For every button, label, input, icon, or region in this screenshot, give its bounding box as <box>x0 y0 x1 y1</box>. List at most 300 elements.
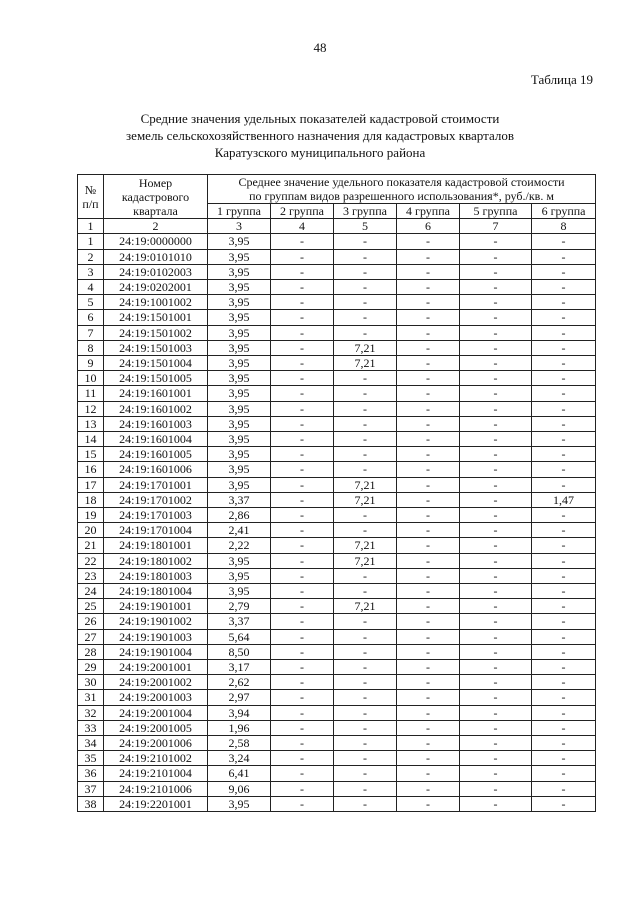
table-cell: - <box>397 340 460 355</box>
header-average-line-2: по группам видов разрешенного использования*, руб./кв. м <box>249 189 554 203</box>
table-cell: 3,95 <box>208 295 271 310</box>
table-cell: 3,95 <box>208 234 271 249</box>
table-cell: 3,95 <box>208 447 271 462</box>
table-cell: 21 <box>78 538 104 553</box>
table-cell: - <box>460 386 532 401</box>
table-cell: - <box>460 644 532 659</box>
table-cell: - <box>460 279 532 294</box>
table-cell: 28 <box>78 644 104 659</box>
table-cell: - <box>460 614 532 629</box>
header-group-2: 2 группа <box>271 204 334 219</box>
table-cell: - <box>397 629 460 644</box>
table-cell: - <box>334 279 397 294</box>
table-cell: - <box>460 462 532 477</box>
table-cell: 3,95 <box>208 371 271 386</box>
table-cell: 30 <box>78 675 104 690</box>
table-cell: - <box>334 432 397 447</box>
table-cell: - <box>532 751 596 766</box>
table-cell: 24:19:1701002 <box>104 492 208 507</box>
table-cell: 3,95 <box>208 310 271 325</box>
table-cell: - <box>271 295 334 310</box>
table-cell: - <box>397 720 460 735</box>
table-cell: 24:19:1601001 <box>104 386 208 401</box>
table-row <box>78 599 596 614</box>
table-cell: 13 <box>78 416 104 431</box>
table-cell: 32 <box>78 705 104 720</box>
table-cell: 7,21 <box>334 599 397 614</box>
table-cell: - <box>532 705 596 720</box>
table-cell: - <box>397 295 460 310</box>
table-row <box>78 371 596 386</box>
col-number-2: 2 <box>104 219 208 234</box>
table-cell: 3,94 <box>208 705 271 720</box>
table-cell: 3,95 <box>208 249 271 264</box>
table-row <box>78 401 596 416</box>
table-body <box>78 234 596 812</box>
table-cell: - <box>397 386 460 401</box>
col-number-1: 1 <box>78 219 104 234</box>
table-cell: - <box>334 462 397 477</box>
table-cell: 8 <box>78 340 104 355</box>
table-row <box>78 356 596 371</box>
table-cell: - <box>532 796 596 811</box>
table-cell: 24:19:1501002 <box>104 325 208 340</box>
table-cell: 7,21 <box>334 492 397 507</box>
table-cell: - <box>397 523 460 538</box>
table-row <box>78 751 596 766</box>
table-cell: 3,95 <box>208 325 271 340</box>
table-cell: 36 <box>78 766 104 781</box>
table-cell: - <box>334 751 397 766</box>
table-cell: 24:19:1501003 <box>104 340 208 355</box>
table-cell: - <box>460 705 532 720</box>
heading-line-2: земель сельскохозяйственного назначения для кадастровых кварталов <box>126 128 514 143</box>
table-cell: - <box>271 356 334 371</box>
table-cell: 7,21 <box>334 553 397 568</box>
table-cell: 3,95 <box>208 477 271 492</box>
table-cell: - <box>334 690 397 705</box>
table-row <box>78 508 596 523</box>
col-number-5: 5 <box>334 219 397 234</box>
table-cell: - <box>334 325 397 340</box>
table-cell: - <box>397 508 460 523</box>
table-cell: 3,95 <box>208 584 271 599</box>
table-cell: 24:19:1601004 <box>104 432 208 447</box>
table-cell: 24:19:1901001 <box>104 599 208 614</box>
table-cell: - <box>271 234 334 249</box>
table-cell: - <box>460 249 532 264</box>
table-cell: - <box>271 614 334 629</box>
table-row <box>78 523 596 538</box>
table-cell: - <box>334 401 397 416</box>
table-cell: - <box>334 629 397 644</box>
col-number-7: 7 <box>460 219 532 234</box>
table-cell: 24:19:1501005 <box>104 371 208 386</box>
table-cell: 35 <box>78 751 104 766</box>
table-row <box>78 568 596 583</box>
table-cell: - <box>271 736 334 751</box>
table-cell: 34 <box>78 736 104 751</box>
table-cell: 24:19:2001004 <box>104 705 208 720</box>
table-cell: 1,96 <box>208 720 271 735</box>
table-cell: - <box>532 553 596 568</box>
table-cell: - <box>271 644 334 659</box>
table-cell: - <box>334 660 397 675</box>
table-row <box>78 675 596 690</box>
table-cell: - <box>532 568 596 583</box>
table-cell: - <box>397 462 460 477</box>
table-cell: - <box>271 462 334 477</box>
table-cell: - <box>532 766 596 781</box>
table-cell: - <box>271 340 334 355</box>
table-cell: - <box>460 401 532 416</box>
table-cell: 3,95 <box>208 386 271 401</box>
table-cell: - <box>532 599 596 614</box>
table-cell: - <box>334 720 397 735</box>
table-cell: - <box>532 401 596 416</box>
table-row <box>78 492 596 507</box>
table-cell: - <box>532 340 596 355</box>
table-cell: - <box>397 477 460 492</box>
table-cell: 1 <box>78 234 104 249</box>
table-cell: - <box>334 371 397 386</box>
table-row <box>78 432 596 447</box>
col-number-3: 3 <box>208 219 271 234</box>
table-cell: - <box>271 432 334 447</box>
table-cell: 3,37 <box>208 492 271 507</box>
table-cell: 24:19:1701001 <box>104 477 208 492</box>
table-cell: - <box>460 340 532 355</box>
table-cell: 24:19:2001002 <box>104 675 208 690</box>
table-cell: 24 <box>78 584 104 599</box>
table-cell: - <box>334 310 397 325</box>
header-quarter <box>104 175 208 219</box>
table-cell: - <box>460 553 532 568</box>
table-cell: - <box>460 325 532 340</box>
table-row <box>78 736 596 751</box>
table-cell: 6 <box>78 310 104 325</box>
table-cell: - <box>271 264 334 279</box>
header-quarter-line-2: кадастрового <box>121 189 190 204</box>
table-cell: 3,95 <box>208 340 271 355</box>
table-cell: 2,58 <box>208 736 271 751</box>
table-cell: - <box>397 766 460 781</box>
table-cell: - <box>532 675 596 690</box>
table-cell: 18 <box>78 492 104 507</box>
header-group-5: 5 группа <box>460 204 532 219</box>
table-cell: - <box>532 264 596 279</box>
table-row <box>78 720 596 735</box>
table-cell: - <box>532 538 596 553</box>
table-cell: 3,95 <box>208 264 271 279</box>
table-cell: 7,21 <box>334 538 397 553</box>
table-cell: - <box>532 660 596 675</box>
table-cell: - <box>532 279 596 294</box>
table-cell: - <box>334 249 397 264</box>
table-cell: 24:19:1801001 <box>104 538 208 553</box>
table-cell: 24:19:1901003 <box>104 629 208 644</box>
heading-line-1: Средние значения удельных показателей кадастровой стоимости <box>140 111 500 126</box>
table-cell: - <box>271 629 334 644</box>
table-cell: - <box>271 766 334 781</box>
table-cell: - <box>397 325 460 340</box>
table-cell: 3,95 <box>208 796 271 811</box>
table-cell: 24:19:1601003 <box>104 416 208 431</box>
header-num-line-2: п/п <box>82 196 99 211</box>
table-cell: - <box>397 538 460 553</box>
header-group-1: 1 группа <box>208 204 271 219</box>
table-cell: - <box>460 796 532 811</box>
table-row <box>78 295 596 310</box>
table-cell: - <box>460 492 532 507</box>
table-cell: - <box>334 705 397 720</box>
table-cell: - <box>460 356 532 371</box>
table-cell: - <box>271 690 334 705</box>
table-cell: - <box>334 736 397 751</box>
table-cell: 24:19:0101010 <box>104 249 208 264</box>
table-row <box>78 781 596 796</box>
table-row <box>78 614 596 629</box>
table-cell: - <box>271 249 334 264</box>
table-row <box>78 386 596 401</box>
table-cell: - <box>460 751 532 766</box>
table-cell: - <box>397 568 460 583</box>
table-cell: - <box>271 660 334 675</box>
table-cell: 24:19:2001001 <box>104 660 208 675</box>
table-cell: - <box>334 766 397 781</box>
table-heading <box>0 110 640 161</box>
table-cell: - <box>460 508 532 523</box>
table-row <box>78 477 596 492</box>
col-number-8: 8 <box>532 219 596 234</box>
col-number-6: 6 <box>397 219 460 234</box>
table-cell: - <box>532 386 596 401</box>
table-cell: - <box>271 675 334 690</box>
table-cell: - <box>271 705 334 720</box>
table-cell: - <box>460 660 532 675</box>
table-cell: 3,95 <box>208 568 271 583</box>
table-cell: - <box>532 416 596 431</box>
table-cell: 23 <box>78 568 104 583</box>
header-quarter-line-1: Номер <box>138 175 173 190</box>
table-cell: 2,62 <box>208 675 271 690</box>
table-cell: - <box>334 447 397 462</box>
table-row <box>78 538 596 553</box>
table-cell: 24:19:2001005 <box>104 720 208 735</box>
table-cell: 16 <box>78 462 104 477</box>
table-cell: - <box>271 310 334 325</box>
table-row <box>78 279 596 294</box>
table-cell: - <box>271 508 334 523</box>
table-cell: - <box>460 690 532 705</box>
table-cell: 3,17 <box>208 660 271 675</box>
table-cell: - <box>271 279 334 294</box>
table-cell: - <box>334 781 397 796</box>
table-cell: - <box>334 675 397 690</box>
table-cell: - <box>334 644 397 659</box>
table-row <box>78 325 596 340</box>
table-cell: 3 <box>78 264 104 279</box>
table-cell: 24:19:1801002 <box>104 553 208 568</box>
table-cell: 24:19:0102003 <box>104 264 208 279</box>
table-cell: 2 <box>78 249 104 264</box>
table-cell: 37 <box>78 781 104 796</box>
table-cell: 6,41 <box>208 766 271 781</box>
table-cell: 2,86 <box>208 508 271 523</box>
table-cell: - <box>532 690 596 705</box>
table-cell: 31 <box>78 690 104 705</box>
table-row <box>78 660 596 675</box>
table-cell: - <box>532 508 596 523</box>
table-cell: - <box>397 599 460 614</box>
header-row-top <box>78 175 596 204</box>
table-cell: - <box>271 781 334 796</box>
table-cell: - <box>334 614 397 629</box>
table-label: Таблица 19 <box>530 72 593 87</box>
table-cell: - <box>397 310 460 325</box>
page-number: 48 <box>313 40 327 55</box>
table-cell: 24:19:1501001 <box>104 310 208 325</box>
table-row <box>78 340 596 355</box>
table-cell: 3,95 <box>208 356 271 371</box>
table-cell: - <box>460 264 532 279</box>
table-cell: - <box>397 644 460 659</box>
table-cell: 24:19:0202001 <box>104 279 208 294</box>
header-group-4: 4 группа <box>397 204 460 219</box>
header-group-3: 3 группа <box>334 204 397 219</box>
table-cell: - <box>460 538 532 553</box>
table-cell: - <box>397 614 460 629</box>
table-cell: - <box>271 492 334 507</box>
table-cell: - <box>532 325 596 340</box>
table-cell: - <box>271 371 334 386</box>
table-cell: - <box>271 523 334 538</box>
header-row-col-numbers <box>78 219 596 234</box>
table-cell: 7 <box>78 325 104 340</box>
table-cell: 26 <box>78 614 104 629</box>
table-cell: - <box>460 295 532 310</box>
table-cell: 24:19:2001006 <box>104 736 208 751</box>
table-cell: 15 <box>78 447 104 462</box>
table-row <box>78 416 596 431</box>
table-cell: - <box>460 523 532 538</box>
table-cell: - <box>532 356 596 371</box>
table-cell: - <box>334 568 397 583</box>
table-cell: - <box>532 249 596 264</box>
table-row <box>78 462 596 477</box>
table-cell: 3,24 <box>208 751 271 766</box>
table-cell: 10 <box>78 371 104 386</box>
table-cell: 5,64 <box>208 629 271 644</box>
table-cell: - <box>532 295 596 310</box>
table-cell: - <box>397 705 460 720</box>
table-cell: - <box>397 796 460 811</box>
table-cell: - <box>532 432 596 447</box>
table-cell: 2,41 <box>208 523 271 538</box>
table-cell: 29 <box>78 660 104 675</box>
table-cell: - <box>532 523 596 538</box>
table-cell: 3,95 <box>208 416 271 431</box>
table-cell: 24:19:0000000 <box>104 234 208 249</box>
table-cell: - <box>271 416 334 431</box>
table-row <box>78 310 596 325</box>
table-cell: 25 <box>78 599 104 614</box>
table-cell: - <box>271 751 334 766</box>
table-row <box>78 234 596 249</box>
table-cell: 24:19:2101004 <box>104 766 208 781</box>
table-cell: 24:19:1601005 <box>104 447 208 462</box>
table-cell: - <box>397 416 460 431</box>
table-cell: 24:19:1901002 <box>104 614 208 629</box>
table-cell: - <box>397 584 460 599</box>
table-cell: - <box>532 447 596 462</box>
table-cell: - <box>271 720 334 735</box>
table-cell: - <box>271 386 334 401</box>
table-cell: - <box>397 492 460 507</box>
table-cell: - <box>532 477 596 492</box>
table-cell: - <box>271 584 334 599</box>
table-cell: - <box>532 462 596 477</box>
table-cell: 7,21 <box>334 356 397 371</box>
table-cell: 24:19:1601002 <box>104 401 208 416</box>
table-cell: - <box>460 720 532 735</box>
table-cell: 2,79 <box>208 599 271 614</box>
table-cell: - <box>271 599 334 614</box>
table-cell: 33 <box>78 720 104 735</box>
table-cell: 4 <box>78 279 104 294</box>
table-cell: 24:19:1701003 <box>104 508 208 523</box>
table-cell: 7,21 <box>334 477 397 492</box>
table-cell: 17 <box>78 477 104 492</box>
table-cell: - <box>334 796 397 811</box>
table-cell: - <box>532 371 596 386</box>
table-cell: - <box>460 629 532 644</box>
table-cell: 2,22 <box>208 538 271 553</box>
table-cell: - <box>460 371 532 386</box>
table-cell: - <box>334 416 397 431</box>
table-cell: - <box>271 538 334 553</box>
table-row <box>78 249 596 264</box>
table-cell: - <box>397 279 460 294</box>
table-cell: - <box>460 477 532 492</box>
table-cell: - <box>334 584 397 599</box>
table-cell: - <box>532 614 596 629</box>
table-cell: - <box>334 386 397 401</box>
table-cell: - <box>334 523 397 538</box>
table-cell: 24:19:1001002 <box>104 295 208 310</box>
table-cell: 8,50 <box>208 644 271 659</box>
table-row <box>78 705 596 720</box>
table-row <box>78 766 596 781</box>
table-cell: 3,95 <box>208 401 271 416</box>
table-cell: - <box>460 310 532 325</box>
table-cell: - <box>532 310 596 325</box>
table-cell: 3,95 <box>208 553 271 568</box>
table-cell: - <box>397 660 460 675</box>
header-num-line-1: № <box>84 182 97 197</box>
table-cell: 11 <box>78 386 104 401</box>
table-cell: - <box>271 447 334 462</box>
table-cell: 2,97 <box>208 690 271 705</box>
table-cell: 14 <box>78 432 104 447</box>
heading-line-3: Каратузского муниципального района <box>214 145 426 160</box>
header-average-line-1: Среднее значение удельного показателя кадастровой стоимости <box>238 175 565 189</box>
table-row <box>78 629 596 644</box>
table-cell: - <box>460 736 532 751</box>
table-cell: 12 <box>78 401 104 416</box>
header-num <box>78 175 104 219</box>
table-row <box>78 264 596 279</box>
